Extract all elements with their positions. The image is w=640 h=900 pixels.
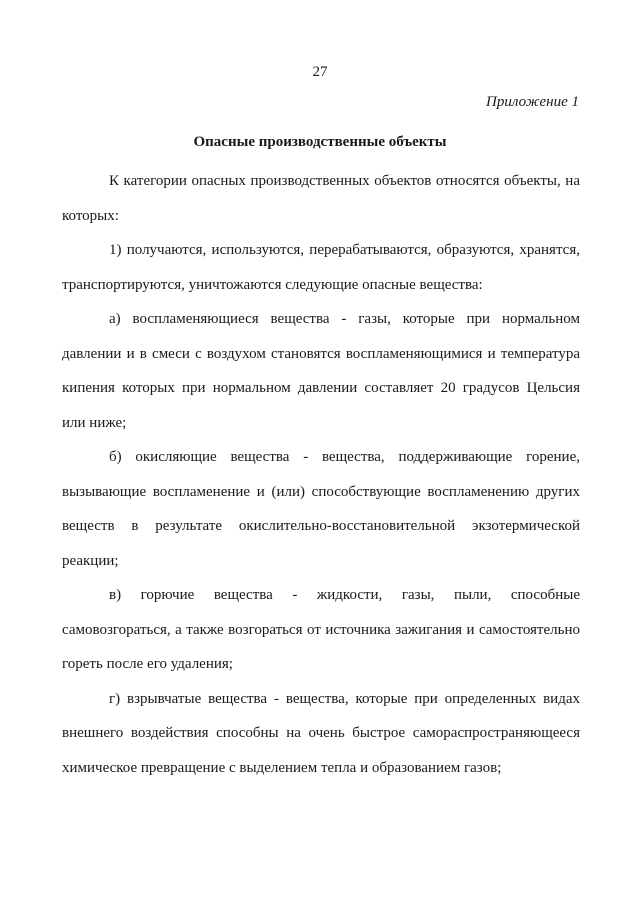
paragraph-item-v: в) горючие вещества - жидкости, газы, пыли, способные самовозгораться, а также возгораться от источника зажигания и самостоятельно гореть после его удаления; xyxy=(62,587,580,672)
paragraph-item-1: 1) получаются, используются, перерабатываются, образуются, хранятся, транспортируются, уничтожаются следующие опасные вещества: xyxy=(62,242,580,293)
document-body xyxy=(62,164,580,785)
document-title: Опасные производственные объекты xyxy=(193,134,447,150)
paragraph-intro: К категории опасных производственных объектов относятся объекты, на которых: xyxy=(62,173,580,224)
paragraph-item-b: б) окисляющие вещества - вещества, поддерживающие горение, вызывающие воспламенение и (или) способствующие воспламенению других веществ в результате окислительно-восстановительной экзотермической реакции; xyxy=(62,449,580,569)
paragraph-item-g: г) взрывчатые вещества - вещества, которые при определенных видах внешнего воздействия способны на очень быстрое самораспространяющееся химическое превращение с выделением тепла и образованием газов; xyxy=(62,690,580,776)
page-number: 27 xyxy=(312,64,328,80)
paragraph-item-a: а) воспламеняющиеся вещества - газы, которые при нормальном давлении и в смеси с воздухом становятся воспламеняющимися и температура кипения которых при нормальном давлении составляет 20 градусов Цельсия или ниже; xyxy=(62,311,580,431)
appendix-label: Приложение 1 xyxy=(486,94,579,110)
